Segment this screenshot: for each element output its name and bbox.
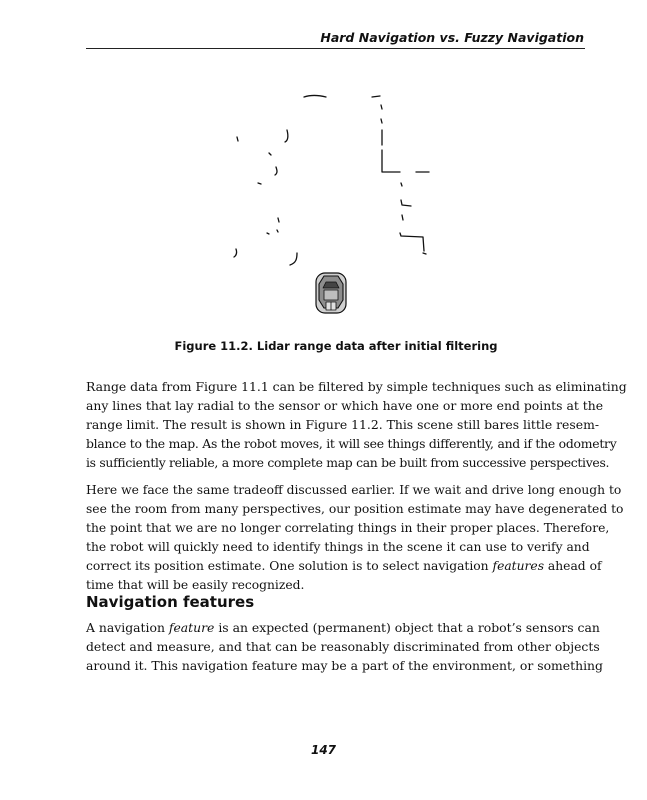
text-line: the point that we are no longer correlating things in their proper places. Therefore, — [86, 521, 610, 535]
lidar-segment — [234, 249, 237, 257]
text-line: the robot will quickly need to identify things in the scene it can use to verify and — [86, 540, 590, 554]
lidar-segment — [382, 150, 400, 172]
lidar-segment — [267, 233, 269, 234]
text-line: detect and measure, and that can be reasonably discriminated from other objects — [86, 639, 600, 654]
text-line: is sufficiently reliable, a more complete map can be built from successive perspectives. — [86, 455, 610, 470]
lidar-segment — [290, 253, 297, 265]
lidar-segment — [304, 96, 326, 98]
text-line: any lines that lay radial to the sensor or which have one or more end points at the — [86, 398, 604, 413]
text-line: blance to the map. As the robot moves, it will see things differently, and if the odometry — [86, 436, 617, 451]
lidar-segment — [423, 253, 426, 254]
text-line — [86, 557, 602, 576]
emphasis-features: features — [492, 559, 545, 573]
lidar-segment — [258, 183, 261, 184]
lidar-segment — [269, 153, 271, 155]
text-line: see the room from many perspectives, our position estimate may have degenerated to — [86, 502, 624, 516]
robot-icon — [316, 273, 346, 313]
text-line: range limit. The result is shown in Figure 11.2. This scene still bares little resem- — [86, 417, 600, 432]
paragraph-1 — [86, 377, 627, 472]
lidar-segment — [237, 137, 238, 141]
lidar-segment — [285, 130, 288, 142]
page-number: 147 — [310, 743, 337, 757]
running-header: Hard Navigation vs. Fuzzy Navigation — [320, 30, 584, 45]
lidar-segment — [381, 105, 382, 109]
paragraph-3 — [86, 618, 603, 675]
header-rule — [86, 48, 585, 49]
figure-caption: Figure 11.2. Lidar range data after initial filtering — [174, 339, 498, 353]
lidar-segment — [401, 200, 411, 206]
lidar-figure — [220, 85, 450, 320]
section-heading: Navigation features — [86, 593, 255, 611]
lidar-segment — [275, 167, 277, 175]
text-line: time that will be easily recognized. — [86, 578, 305, 592]
lidar-segment — [402, 215, 403, 220]
emphasis-feature: feature — [168, 620, 215, 635]
text-line: Range data from Figure 11.1 can be filtered by simple techniques such as eliminating — [86, 379, 627, 394]
text-line: Here we face the same tradeoff discussed earlier. If we wait and drive long enough to — [86, 483, 622, 497]
text-run: ahead of — [544, 559, 602, 573]
text-line: around it. This navigation feature may be a part of the environment, or something — [86, 658, 603, 673]
text-run: correct its position estimate. One solution is to select navigation — [86, 559, 493, 573]
text-run: A navigation — [86, 620, 169, 635]
lidar-segment — [401, 183, 402, 186]
paragraph-2 — [86, 481, 624, 595]
lidar-segment — [400, 233, 424, 251]
lidar-segment — [278, 218, 279, 222]
text-run: is an expected (permanent) object that a robot’s sensors can — [214, 620, 600, 635]
text-line — [86, 618, 600, 637]
lidar-segment — [277, 230, 278, 232]
lidar-segment — [372, 96, 380, 97]
lidar-segment — [381, 119, 382, 123]
